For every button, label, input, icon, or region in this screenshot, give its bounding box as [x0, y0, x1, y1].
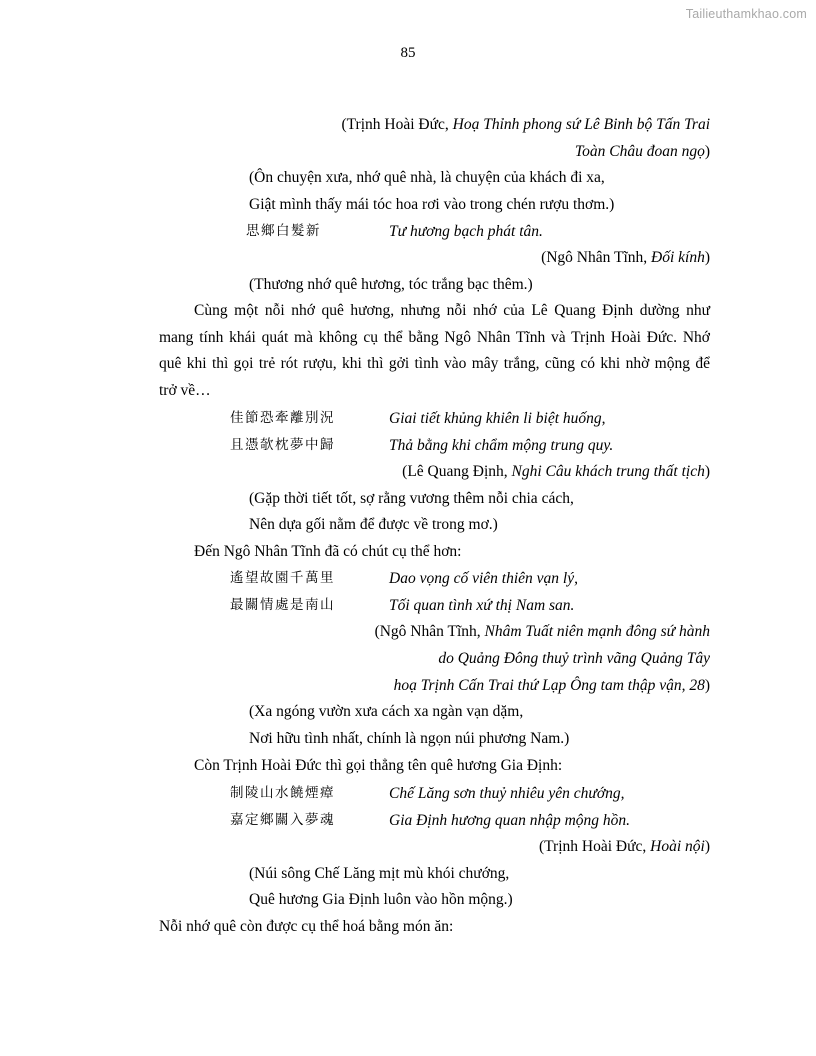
translation-line: Quê hương Gia Định luôn vào hồn mộng.)	[249, 891, 513, 908]
attribution-line	[575, 142, 710, 162]
translation-line: (Núi sông Chế Lăng mịt mù khói chướng,	[249, 865, 510, 882]
attribution-close: )	[704, 143, 710, 160]
attribution-title: Đối kính	[651, 249, 705, 266]
verse-viet: Thả bằng khi chẩm mộng trung quy.	[389, 437, 614, 454]
verse-viet: Dao vọng cố viên thiên vạn lý,	[389, 570, 578, 587]
attribution-close: )	[704, 249, 710, 266]
attribution-line	[402, 462, 710, 482]
translation-line: Nơi hữu tình nhất, chính là ngọn núi phương Nam.)	[249, 730, 570, 747]
attribution-title: Hoài nội	[650, 838, 705, 855]
verse-viet: Gia Định hương quan nhập mộng hồn.	[389, 812, 631, 829]
attribution-author: (Ngô Nhân Tĩnh,	[374, 623, 485, 640]
verse-han: 思鄉白髮新	[246, 223, 321, 239]
translation-line: (Gặp thời tiết tốt, sợ rằng vương thêm nỗi chia cách,	[249, 490, 574, 507]
verse-viet: Tối quan tình xứ thị Nam san.	[389, 597, 575, 614]
attribution-line	[539, 837, 710, 857]
verse-han: 嘉定鄉關入夢魂	[230, 812, 335, 828]
attribution-close: )	[704, 838, 710, 855]
translation-line: Nên dựa gối nằm để được về trong mơ.)	[249, 516, 498, 533]
watermark: Tailieuthamkhao.com	[685, 7, 807, 21]
attribution-close: )	[704, 463, 710, 480]
paragraph-line: Nỗi nhớ quê còn được cụ thể hoá bằng món ăn:	[159, 918, 454, 935]
translation-line: Giật mình thấy mái tóc hoa rơi vào trong chén rượu thơm.)	[249, 196, 615, 213]
verse-han: 最關情處是南山	[230, 597, 335, 613]
attribution-line	[341, 115, 710, 135]
attribution-title: Hoạ Thỉnh phong sứ Lê Binh bộ Tấn Trai	[452, 116, 710, 133]
attribution-line	[541, 248, 710, 268]
verse-han: 且憑欹枕夢中歸	[230, 437, 335, 453]
intro-line: Đến Ngô Nhân Tĩnh đã có chút cụ thể hơn:	[194, 543, 462, 560]
verse-viet: Tư hương bạch phát tân.	[389, 223, 543, 240]
paragraph-line: trở về…	[159, 382, 211, 399]
paragraph-line: Cùng một nỗi nhớ quê hương, nhưng nỗi nhớ của Lê Quang Định dường như	[194, 302, 710, 319]
translation-line: (Ôn chuyện xưa, nhớ quê nhà, là chuyện của khách đi xa,	[249, 169, 605, 186]
attribution-title: Nhâm Tuất niên mạnh đông sứ hành	[484, 623, 710, 640]
attribution-line	[394, 676, 710, 696]
intro-line: Còn Trịnh Hoài Đức thì gọi thẳng tên quê hương Gia Định:	[194, 757, 563, 774]
attribution-line: do Quảng Đông thuỷ trình vãng Quảng Tây	[438, 650, 710, 667]
translation-line: (Thương nhớ quê hương, tóc trắng bạc thêm.)	[249, 276, 533, 293]
attribution-author: (Lê Quang Định,	[402, 463, 512, 480]
attribution-title: hoạ Trịnh Cấn Trai thứ Lạp Ông tam thập vận, 28	[393, 677, 705, 694]
attribution-title: Toàn Châu đoan ngọ	[574, 143, 705, 160]
verse-han: 佳節恐牽離別況	[230, 410, 335, 426]
attribution-author: (Ngô Nhân Tĩnh,	[541, 249, 652, 266]
verse-han: 制陵山水饒煙瘴	[230, 785, 335, 801]
attribution-author: (Trịnh Hoài Đức,	[341, 116, 453, 133]
verse-viet: Chế Lăng sơn thuỷ nhiêu yên chướng,	[389, 785, 625, 802]
page-number: 85	[400, 45, 416, 61]
verse-han: 遙望故園千萬里	[230, 570, 335, 586]
paragraph-line: mang tính khái quát mà không cụ thể bằng Ngô Nhân Tĩnh và Trịnh Hoài Đức. Nhớ	[159, 329, 710, 346]
verse-viet: Giai tiết khủng khiên li biệt huống,	[389, 410, 606, 427]
paragraph-line: quê khi thì gọi trẻ rót rượu, khi thì gởi tình vào mây trắng, cũng có khi nhờ mộng để	[159, 355, 710, 372]
attribution-author: (Trịnh Hoài Đức,	[538, 838, 651, 855]
attribution-line	[375, 622, 710, 642]
translation-line: (Xa ngóng vườn xưa cách xa ngàn vạn dặm,	[249, 703, 524, 720]
attribution-close: )	[704, 677, 710, 694]
attribution-title: Nghi Câu khách trung thất tịch	[511, 463, 705, 480]
